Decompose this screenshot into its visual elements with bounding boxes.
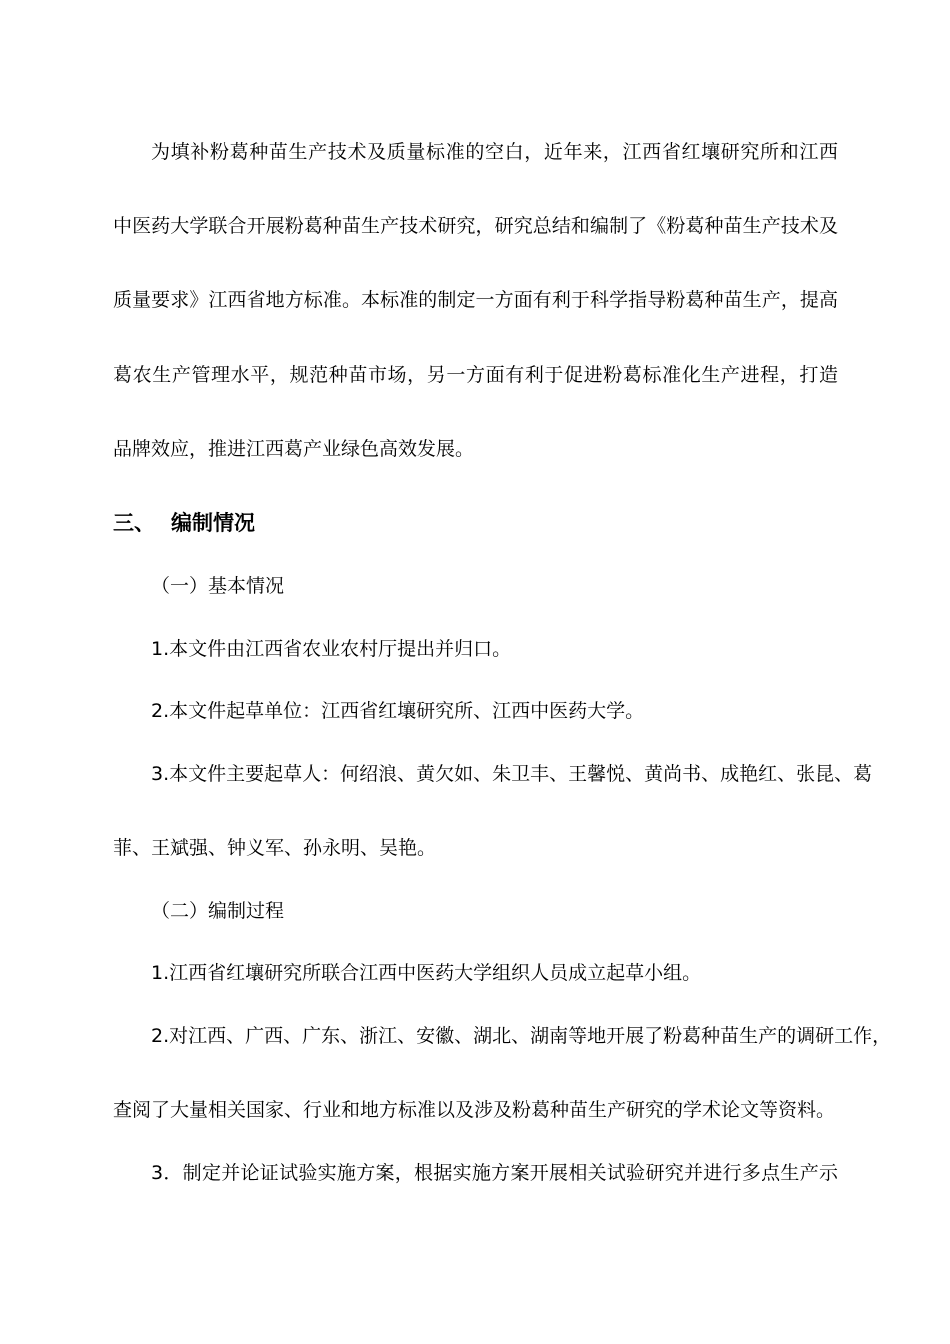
process-item-1: 1.江西省红壤研究所联合江西中医药大学组织人员成立起草小组。	[151, 962, 702, 984]
process-item-2-line-2: 查阅了大量相关国家、行业和地方标准以及涉及粉葛种苗生产研究的学术论文等资料。	[113, 1099, 836, 1121]
paragraph-background-line-5: 品牌效应，推进江西葛产业绿色高效发展。	[113, 438, 475, 460]
paragraph-background-line-1: 为填补粉葛种苗生产技术及质量标准的空白，近年来，江西省红壤研究所和江西	[151, 141, 838, 163]
basic-item-3-line-2: 菲、王斌强、钟义军、孙永明、吴艳。	[113, 837, 437, 859]
process-item-2-line-1: 2.对江西、广西、广东、浙江、安徽、湖北、湖南等地开展了粉葛种苗生产的调研工作，	[151, 1025, 892, 1047]
basic-item-2: 2.本文件起草单位：江西省红壤研究所、江西中医药大学。	[151, 700, 645, 722]
subsection-heading-process: （二）编制过程	[151, 900, 285, 922]
section-number: 三、	[113, 511, 155, 535]
paragraph-background-line-3: 质量要求》江西省地方标准。本标准的制定一方面有利于科学指导粉葛种苗生产，提高	[113, 289, 838, 311]
section-heading	[113, 509, 255, 537]
paragraph-background-line-2: 中医药大学联合开展粉葛种苗生产技术研究，研究总结和编制了《粉葛种苗生产技术及	[113, 215, 838, 237]
process-item-3-line-1: 3．制定并论证试验实施方案，根据实施方案开展相关试验研究并进行多点生产示	[151, 1162, 838, 1184]
basic-item-3-line-1: 3.本文件主要起草人：何绍浪、黄欠如、朱卫丰、王馨悦、黄尚书、成艳红、张昆、葛	[151, 763, 873, 785]
section-title: 编制情况	[171, 511, 255, 535]
subsection-heading-basic: （一）基本情况	[151, 575, 285, 597]
paragraph-background-line-4: 葛农生产管理水平，规范种苗市场，另一方面有利于促进粉葛标准化生产进程，打造	[113, 364, 838, 386]
basic-item-1: 1.本文件由江西省农业农村厅提出并归口。	[151, 638, 512, 660]
